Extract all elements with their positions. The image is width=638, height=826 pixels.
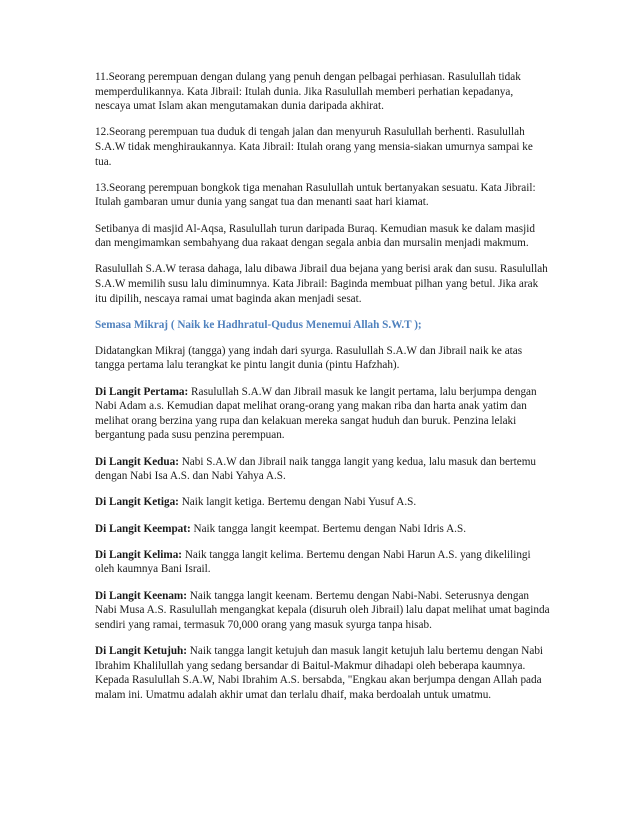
- paragraph-lead: Di Langit Kelima:: [95, 548, 183, 561]
- document-body: [95, 70, 550, 714]
- paragraph-text: 11.Seorang perempuan dengan dulang yang penuh dengan pelbagai perhiasan. Rasulullah tidak memperdulikannya. Kata Jibrail: Itulah dunia. Jika Rasulullah memberi perhatian kepadanya, nescaya umat Islam akan mengutamakan dunia daripada akhirat.: [95, 71, 521, 113]
- paragraph-text: Naik tangga langit keempat. Bertemu dengan Nabi Idris A.S.: [190, 522, 466, 535]
- paragraph-text: Naik tangga langit kelima. Bertemu dengan Nabi Harun A.S. yang dikelilingi oleh kaumnya Bani Israil.: [95, 548, 531, 576]
- paragraph-lead: Di Langit Keempat:: [95, 522, 191, 535]
- paragraph-text: Nabi S.A.W dan Jibrail naik tangga langit yang kedua, lalu masuk dan bertemu dengan Nabi Isa A.S. dan Nabi Yahya A.S.: [95, 455, 537, 483]
- paragraph-text: Rasulullah S.A.W terasa dahaga, lalu dibawa Jibrail dua bejana yang berisi arak dan susu. Rasulullah S.A.W memilih susu lalu diminumnya. Kata Jibrail: Baginda membuat pilhan yang betul. Jika arak itu dipilih, nescaya ramai umat baginda akan menjadi sesat.: [95, 263, 548, 305]
- section-heading-mikraj: [95, 318, 550, 333]
- paragraph-dahaga: [95, 262, 550, 306]
- paragraph-lead: Di Langit Ketujuh:: [95, 644, 187, 657]
- paragraph-langit-keempat: [95, 522, 550, 537]
- paragraph-lead: Di Langit Ketiga:: [95, 496, 179, 509]
- paragraph-langit-keenam: [95, 589, 550, 633]
- paragraph-langit-ketiga: [95, 495, 550, 510]
- paragraph-text: Setibanya di masjid Al-Aqsa, Rasulullah turun daripada Buraq. Kemudian masuk ke dalam masjid dan mengimamkan sembahyang dua rakaat dengan segala anbia dan mursalin menjadi makmum.: [95, 222, 535, 250]
- paragraph-text: 13.Seorang perempuan bongkok tiga menahan Rasulullah untuk bertanyakan sesuatu. Kata Jibrail: Itulah gambaran umur dunia yang sangat tua dan menanti saat hari kiamat.: [95, 181, 536, 209]
- paragraph-langit-pertama: [95, 385, 550, 443]
- paragraph-13: [95, 181, 550, 210]
- paragraph-masjid-al-aqsa: [95, 222, 550, 251]
- paragraph-langit-ketujuh: [95, 644, 550, 702]
- paragraph-lead: Di Langit Keenam:: [95, 589, 187, 602]
- paragraph-lead: Di Langit Kedua:: [95, 455, 179, 468]
- paragraph-text: Naik langit ketiga. Bertemu dengan Nabi Yusuf A.S.: [178, 496, 417, 509]
- paragraph-text: Rasulullah S.A.W dan Jibrail masuk ke langit pertama, lalu berjumpa dengan Nabi Adam a.s. Kemudian dapat melihat orang-orang yang makan riba dan harta anak yatim dan melihat orang berzina yang rupa dan kelakuan mereka sangat huduh dan buruk. Penzina lelaki bergantung pada susu penzina perempuan.: [95, 385, 537, 442]
- paragraph-12: [95, 125, 550, 169]
- heading-text: Semasa Mikraj ( Naik ke Hadhratul-Qudus Menemui Allah S.W.T );: [95, 318, 422, 331]
- paragraph-11: [95, 70, 550, 114]
- paragraph-mikraj-tangga: [95, 344, 550, 373]
- paragraph-text: Naik tangga langit ketujuh dan masuk langit ketujuh lalu bertemu dengan Nabi Ibrahim Khalilullah yang sedang bersandar di Baitul-Makmur dihadapi oleh beberapa kaumnya. Kepada Rasulullah S.A.W, Nabi Ibrahim A.S. bersabda, "Engkau akan berjumpa dengan Allah pada malam ini. Umatmu adalah akhir umat dan terlalu dhaif, maka berdoalah untuk umatmu.: [95, 644, 544, 701]
- paragraph-langit-kelima: [95, 548, 550, 577]
- paragraph-text: Naik tangga langit keenam. Bertemu dengan Nabi-Nabi. Seterusnya dengan Nabi Musa A.S. Rasulullah mengangkat kepala (disuruh oleh Jibrail) lalu dapat melihat umat baginda sendiri yang ramai, termasuk 70,000 orang yang masuk syurga tanpa hisab.: [95, 589, 550, 631]
- paragraph-lead: Di Langit Pertama:: [95, 385, 189, 398]
- paragraph-text: 12.Seorang perempuan tua duduk di tengah jalan dan menyuruh Rasulullah berhenti. Rasulullah S.A.W tidak menghiraukannya. Kata Jibrail: Itulah orang yang mensia-siakan umurnya sampai ke tua.: [95, 126, 533, 168]
- paragraph-text: Didatangkan Mikraj (tangga) yang indah dari syurga. Rasulullah S.A.W dan Jibrail naik ke atas tangga pertama lalu terangkat ke pintu langit dunia (pintu Hafzhah).: [95, 344, 523, 372]
- paragraph-langit-kedua: [95, 455, 550, 484]
